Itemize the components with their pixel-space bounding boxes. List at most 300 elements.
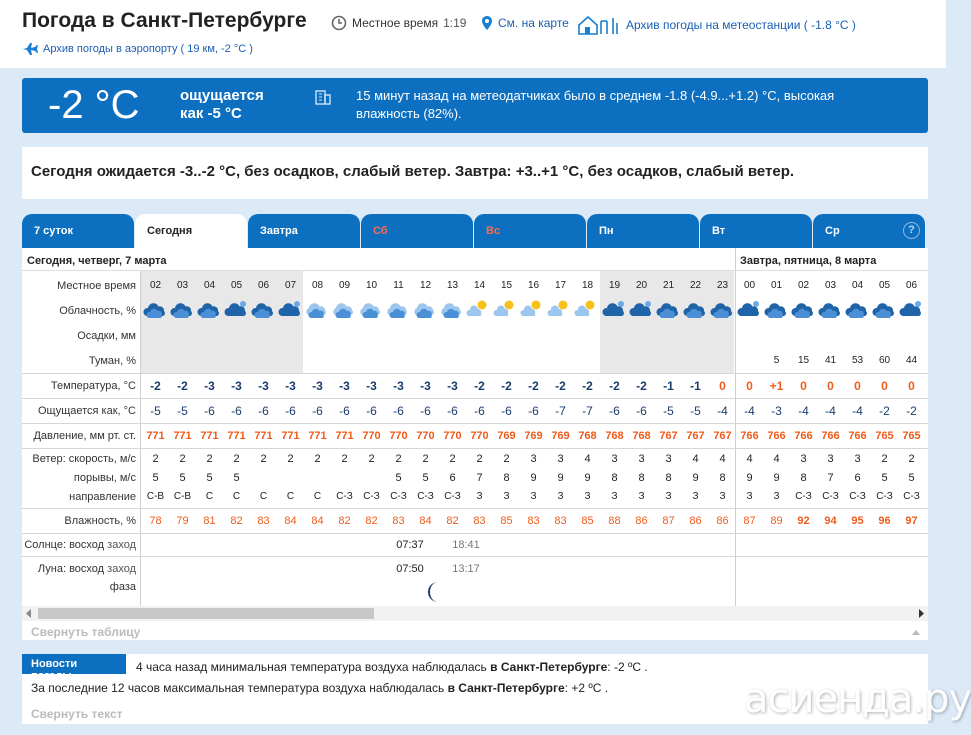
- pressure-cell: 767: [686, 430, 705, 442]
- scroll-right-icon[interactable]: [918, 609, 924, 618]
- hour-cell: 12: [419, 280, 432, 291]
- cloudiness-icon: [250, 298, 277, 320]
- tab-2[interactable]: Завтра: [248, 214, 360, 248]
- temp-cell: 0: [908, 379, 915, 393]
- cloudiness-icon: [439, 298, 466, 320]
- humidity-cell: 82: [446, 515, 459, 527]
- temp-cell: 0: [881, 379, 888, 393]
- wind-cell: 2: [395, 453, 402, 465]
- watermark: асиенда.ру: [744, 676, 971, 722]
- humidity-cell: 83: [257, 515, 270, 527]
- wind-cell: 3: [530, 453, 537, 465]
- cloudiness-icon: [358, 298, 385, 320]
- sunrise-time: 07:37: [396, 539, 424, 551]
- humidity-cell: 86: [689, 515, 702, 527]
- temp-cell: -2: [474, 379, 485, 393]
- feels-cell: -7: [582, 404, 593, 418]
- hourly-table: [22, 248, 928, 640]
- cloudiness-icon: [223, 298, 250, 320]
- cloudiness-icon: [331, 298, 358, 320]
- cloudiness-icon: [628, 298, 655, 320]
- wind-cell: 4: [692, 453, 699, 465]
- news-line-2: [31, 681, 608, 695]
- temp-cell: -3: [285, 379, 296, 393]
- pressure-cell: 766: [767, 430, 786, 442]
- page-header: [0, 0, 946, 68]
- temp-cell: -2: [609, 379, 620, 393]
- local-time: [331, 15, 466, 31]
- hour-cell: 18: [581, 280, 594, 291]
- feels-cell: -7: [555, 404, 566, 418]
- direction-cell: З: [530, 491, 537, 502]
- row-label-pressure: Давление, мм рт. ст.: [33, 430, 136, 442]
- row-label-temp: Температура, °С: [50, 380, 136, 392]
- gust-cell: 5: [152, 472, 159, 484]
- hour-cell: 23: [716, 280, 729, 291]
- gust-cell: 5: [179, 472, 186, 484]
- hour-cell: 05: [230, 280, 243, 291]
- gust-cell: 7: [827, 472, 834, 484]
- humidity-cell: 79: [176, 515, 189, 527]
- row-label-humidity: Влажность, %: [64, 515, 136, 527]
- humidity-cell: 83: [392, 515, 405, 527]
- pressure-cell: 769: [524, 430, 543, 442]
- pressure-cell: 766: [821, 430, 840, 442]
- current-temp: -2 °C: [48, 83, 140, 127]
- pressure-cell: 765: [875, 430, 894, 442]
- row-label-wind: Ветер: скорость, м/с: [32, 453, 136, 465]
- pressure-cell: 769: [497, 430, 516, 442]
- hour-cell: 03: [176, 280, 189, 291]
- row-label-fog: Туман, %: [88, 355, 136, 367]
- wind-cell: 2: [341, 453, 348, 465]
- direction-cell: С-З: [795, 491, 812, 502]
- direction-cell: С-В: [173, 491, 192, 502]
- day-tabs: [22, 214, 928, 248]
- temp-cell: -2: [582, 379, 593, 393]
- sun-label: Солнце:: [24, 539, 67, 551]
- direction-cell: З: [692, 491, 699, 502]
- direction-cell: С-З: [903, 491, 920, 502]
- temp-cell: 0: [746, 379, 753, 393]
- scroll-thumb[interactable]: [38, 608, 374, 619]
- tab-4[interactable]: Вс: [474, 214, 586, 248]
- wind-cell: 2: [179, 453, 186, 465]
- feels-cell: -6: [285, 404, 296, 418]
- direction-cell: С: [205, 491, 214, 502]
- gust-cell: 9: [692, 472, 699, 484]
- feels-cell: -4: [717, 404, 728, 418]
- wind-cell: 3: [557, 453, 564, 465]
- cloudiness-icon: [385, 298, 412, 320]
- temp-cell: -2: [501, 379, 512, 393]
- scroll-left-icon[interactable]: [26, 609, 32, 618]
- forecast-summary: Сегодня ожидается -3..-2 °C, без осадков, слабый ветер. Завтра: +3..+1 °C, без осадков, слабый ветер.: [22, 147, 928, 199]
- humidity-cell: 82: [230, 515, 243, 527]
- humidity-cell: 94: [824, 515, 837, 527]
- feels-cell: -6: [204, 404, 215, 418]
- gust-cell: 6: [449, 472, 456, 484]
- pressure-cell: 768: [578, 430, 597, 442]
- humidity-cell: 84: [419, 515, 432, 527]
- wind-cell: 3: [665, 453, 672, 465]
- feels-cell: -6: [231, 404, 242, 418]
- humidity-cell: 87: [743, 515, 756, 527]
- cloudiness-icon: [736, 298, 763, 320]
- feels-like: [180, 87, 310, 123]
- temp-cell: +1: [769, 379, 784, 393]
- direction-cell: С: [259, 491, 268, 502]
- gust-cell: 5: [908, 472, 915, 484]
- humidity-cell: 84: [311, 515, 324, 527]
- temp-cell: -3: [393, 379, 404, 393]
- collapse-table-link[interactable]: Свернуть таблицу: [31, 625, 141, 639]
- hour-cell: 22: [689, 280, 702, 291]
- feels-like-line1: ощущается: [180, 87, 264, 104]
- humidity-cell: 84: [284, 515, 297, 527]
- gust-cell: 8: [719, 472, 726, 484]
- temp-cell: 0: [854, 379, 861, 393]
- humidity-cell: 82: [338, 515, 351, 527]
- cloudiness-icon: [277, 298, 304, 320]
- pressure-cell: 768: [632, 430, 651, 442]
- horizontal-scrollbar[interactable]: [22, 606, 928, 621]
- cloudiness-icon: [763, 298, 790, 320]
- row-divider: [22, 398, 928, 399]
- humidity-cell: 83: [473, 515, 486, 527]
- cloudiness-icon: [547, 298, 574, 320]
- gust-cell: 9: [746, 472, 753, 484]
- humidity-cell: 89: [770, 515, 783, 527]
- hour-cell: 08: [311, 280, 324, 291]
- current-weather-panel: [22, 78, 928, 133]
- news-line-1: [136, 660, 648, 674]
- row-divider: [22, 556, 928, 557]
- hour-cell: 21: [662, 280, 675, 291]
- wind-cell: 3: [827, 453, 834, 465]
- map-link-text[interactable]: См. на карте: [498, 16, 569, 30]
- gust-cell: 8: [611, 472, 618, 484]
- hour-cell: 10: [365, 280, 378, 291]
- tab-7[interactable]: Ср: [813, 214, 925, 248]
- temp-cell: -3: [447, 379, 458, 393]
- wind-cell: 2: [908, 453, 915, 465]
- page-title: Погода в Санкт-Петербурге: [22, 9, 307, 32]
- temp-cell: 0: [827, 379, 834, 393]
- direction-cell: З: [719, 491, 726, 502]
- cloudiness-icon: [898, 298, 925, 320]
- temp-cell: -2: [636, 379, 647, 393]
- hour-cell: 14: [473, 280, 486, 291]
- hour-cell: 06: [257, 280, 270, 291]
- pressure-cell: 771: [308, 430, 327, 442]
- wind-cell: 2: [314, 453, 321, 465]
- feels-cell: -6: [447, 404, 458, 418]
- gust-cell: 6: [854, 472, 861, 484]
- feels-cell: -5: [690, 404, 701, 418]
- hour-cell: 02: [797, 280, 810, 291]
- wind-cell: 3: [638, 453, 645, 465]
- hour-cell: 16: [527, 280, 540, 291]
- feels-like-line2: как -5 °C: [180, 105, 242, 122]
- feels-cell: -6: [393, 404, 404, 418]
- feels-cell: -2: [879, 404, 890, 418]
- gust-cell: 5: [422, 472, 429, 484]
- feels-cell: -6: [420, 404, 431, 418]
- day1-header: Сегодня, четверг, 7 марта: [22, 248, 735, 271]
- direction-cell: З: [503, 491, 510, 502]
- feels-cell: -5: [150, 404, 161, 418]
- feels-cell: -4: [825, 404, 836, 418]
- help-icon[interactable]: ?: [903, 222, 920, 239]
- collapse-text-link[interactable]: Свернуть текст: [31, 707, 123, 721]
- hour-cell: 01: [770, 280, 783, 291]
- pressure-cell: 771: [227, 430, 246, 442]
- humidity-cell: 83: [527, 515, 540, 527]
- temp-cell: -3: [204, 379, 215, 393]
- airplane-icon: [22, 42, 38, 56]
- wind-cell: 3: [800, 453, 807, 465]
- moon-set-label: заход: [107, 563, 136, 575]
- pressure-cell: 770: [470, 430, 489, 442]
- direction-cell: С: [286, 491, 295, 502]
- pressure-cell: 770: [416, 430, 435, 442]
- cloudiness-icon: [844, 298, 871, 320]
- gust-cell: 8: [503, 472, 510, 484]
- tab-0[interactable]: 7 суток: [22, 214, 134, 248]
- temp-cell: 0: [719, 379, 726, 393]
- wind-cell: 2: [881, 453, 888, 465]
- map-link[interactable]: [481, 15, 569, 31]
- pressure-cell: 771: [281, 430, 300, 442]
- feels-cell: -6: [339, 404, 350, 418]
- humidity-cell: 86: [716, 515, 729, 527]
- cloudiness-icon: [709, 298, 736, 320]
- moon-phase-icon: [426, 581, 444, 603]
- gust-cell: 8: [800, 472, 807, 484]
- humidity-cell: 88: [608, 515, 621, 527]
- direction-cell: З: [611, 491, 618, 502]
- pressure-cell: 767: [713, 430, 732, 442]
- temp-cell: -3: [312, 379, 323, 393]
- wind-cell: 2: [368, 453, 375, 465]
- wind-cell: 2: [503, 453, 510, 465]
- pressure-cell: 770: [362, 430, 381, 442]
- sensor-text: 15 минут назад на метеодатчиках было в среднем -1.8 (-4.9...+1.2) °С, высокая влажность (82%).: [356, 88, 835, 121]
- wind-cell: 4: [773, 453, 780, 465]
- pressure-cell: 770: [443, 430, 462, 442]
- local-time-label: Местное время: [352, 16, 439, 30]
- humidity-cell: 85: [500, 515, 513, 527]
- direction-cell: З: [557, 491, 564, 502]
- tab-3[interactable]: Сб: [361, 214, 473, 248]
- temp-cell: -1: [690, 379, 701, 393]
- temp-cell: -3: [258, 379, 269, 393]
- wind-cell: 3: [611, 453, 618, 465]
- wind-cell: 2: [233, 453, 240, 465]
- hour-cell: 00: [743, 280, 756, 291]
- hour-cell: 11: [393, 280, 404, 291]
- feels-cell: -6: [501, 404, 512, 418]
- direction-cell: З: [476, 491, 483, 502]
- row-label-moon: [22, 563, 140, 575]
- hour-cell: 05: [878, 280, 891, 291]
- temp-cell: -3: [420, 379, 431, 393]
- building-icon: [314, 87, 332, 105]
- pressure-cell: 767: [659, 430, 678, 442]
- hour-cell: 19: [608, 280, 621, 291]
- direction-cell: З: [746, 491, 753, 502]
- gust-cell: 9: [773, 472, 780, 484]
- row-label-phase: фаза: [109, 581, 136, 593]
- feels-cell: -5: [177, 404, 188, 418]
- feels-cell: -6: [312, 404, 323, 418]
- moonrise-time: 07:50: [396, 563, 424, 575]
- station-archive-text[interactable]: Архив погоды на метеостанции ( -1.8 °С ): [626, 18, 856, 32]
- news1-value: : -2 ºС .: [607, 660, 648, 674]
- station-archive-link[interactable]: [577, 15, 856, 35]
- gust-cell: 8: [638, 472, 645, 484]
- local-time-value: 1:19: [443, 16, 467, 30]
- cloudiness-icon: [142, 298, 169, 320]
- hour-cell: 04: [203, 280, 216, 291]
- wind-cell: 2: [449, 453, 456, 465]
- pressure-cell: 770: [389, 430, 408, 442]
- direction-cell: З: [638, 491, 645, 502]
- row-label-sun: [22, 539, 140, 551]
- direction-cell: С-З: [336, 491, 353, 502]
- feels-cell: -4: [744, 404, 755, 418]
- row-divider: [22, 423, 928, 424]
- map-pin-icon: [481, 15, 493, 31]
- direction-cell: С: [313, 491, 322, 502]
- cloudiness-icon: [304, 298, 331, 320]
- gust-cell: 5: [206, 472, 213, 484]
- news-button[interactable]: Новости погоды: [22, 654, 126, 674]
- news1-city: в Санкт-Петербурге: [490, 660, 608, 674]
- hour-cell: 09: [338, 280, 351, 291]
- cloudiness-icon: [466, 298, 493, 320]
- gust-cell: 9: [584, 472, 591, 484]
- cloudiness-icon: [493, 298, 520, 320]
- humidity-cell: 85: [581, 515, 594, 527]
- feels-cell: -4: [852, 404, 863, 418]
- pressure-cell: 771: [335, 430, 354, 442]
- direction-cell: С-З: [390, 491, 407, 502]
- feels-cell: -6: [258, 404, 269, 418]
- direction-cell: З: [665, 491, 672, 502]
- moonset-time: 13:17: [452, 563, 480, 575]
- tab-1[interactable]: Сегодня: [135, 214, 247, 250]
- sun-rise-label: восход: [69, 539, 105, 551]
- temp-cell: -3: [339, 379, 350, 393]
- feels-cell: -2: [906, 404, 917, 418]
- pressure-cell: 771: [200, 430, 219, 442]
- temp-cell: -2: [528, 379, 539, 393]
- pressure-cell: 771: [173, 430, 192, 442]
- wind-cell: 4: [584, 453, 591, 465]
- temp-cell: -2: [177, 379, 188, 393]
- temp-cell: -1: [663, 379, 674, 393]
- temp-cell: -2: [555, 379, 566, 393]
- hour-cell: 20: [635, 280, 648, 291]
- airport-archive-text[interactable]: Архив погоды в аэропорту ( 19 км, -2 °С ): [43, 43, 253, 55]
- temp-cell: -3: [366, 379, 377, 393]
- gust-cell: 5: [395, 472, 402, 484]
- direction-cell: С-З: [444, 491, 461, 502]
- wind-cell: 2: [287, 453, 294, 465]
- cloudiness-icon: [682, 298, 709, 320]
- feels-cell: -5: [663, 404, 674, 418]
- cloudiness-icon: [601, 298, 628, 320]
- fog-cell: 41: [824, 355, 837, 366]
- row-divider: [22, 508, 928, 509]
- news1-text: 4 часа назад минимальная температура воздуха наблюдалась: [136, 660, 487, 674]
- news2-value: : +2 ºС .: [564, 681, 609, 695]
- hour-cell: 15: [500, 280, 513, 291]
- humidity-cell: 78: [149, 515, 162, 527]
- direction-cell: С: [232, 491, 241, 502]
- temp-cell: -3: [231, 379, 242, 393]
- humidity-cell: 86: [635, 515, 648, 527]
- direction-cell: С-З: [822, 491, 839, 502]
- row-label-time: Местное время: [57, 280, 136, 292]
- weather-station-icon: [577, 15, 621, 35]
- day2-header: Завтра, пятница, 8 марта: [735, 248, 928, 271]
- row-label-gusts: порывы, м/с: [73, 472, 136, 484]
- feels-cell: -6: [636, 404, 647, 418]
- pressure-cell: 769: [551, 430, 570, 442]
- airport-archive-link[interactable]: [22, 42, 253, 56]
- wind-cell: 3: [854, 453, 861, 465]
- clock-icon: [331, 15, 347, 31]
- hour-cell: 06: [905, 280, 918, 291]
- humidity-cell: 82: [365, 515, 378, 527]
- pressure-cell: 765: [902, 430, 921, 442]
- temp-cell: -2: [150, 379, 161, 393]
- direction-cell: С-В: [146, 491, 165, 502]
- hour-cell: 03: [824, 280, 837, 291]
- hour-cell: 02: [149, 280, 162, 291]
- humidity-cell: 87: [662, 515, 675, 527]
- direction-cell: З: [584, 491, 591, 502]
- humidity-cell: 97: [905, 515, 918, 527]
- pressure-cell: 766: [794, 430, 813, 442]
- cloudiness-icon: [817, 298, 844, 320]
- news2-city: в Санкт-Петербурге: [447, 681, 565, 695]
- pressure-cell: 768: [605, 430, 624, 442]
- feels-cell: -6: [528, 404, 539, 418]
- row-label-precip: Осадки, мм: [77, 330, 136, 342]
- cloudiness-icon: [871, 298, 898, 320]
- gust-cell: 5: [881, 472, 888, 484]
- direction-cell: С-З: [849, 491, 866, 502]
- direction-cell: С-З: [876, 491, 893, 502]
- wind-cell: 2: [260, 453, 267, 465]
- collapse-up-icon[interactable]: [912, 630, 920, 635]
- pressure-cell: 766: [740, 430, 759, 442]
- tab-5[interactable]: Пн: [587, 214, 699, 248]
- row-label-cloud: Облачность, %: [59, 305, 136, 317]
- tab-6[interactable]: Вт: [700, 214, 812, 248]
- gust-cell: 9: [557, 472, 564, 484]
- feels-cell: -3: [771, 404, 782, 418]
- cloudiness-icon: [520, 298, 547, 320]
- fog-cell: 44: [905, 355, 918, 366]
- wind-cell: 4: [719, 453, 726, 465]
- feels-cell: -4: [798, 404, 809, 418]
- gust-cell: 9: [530, 472, 537, 484]
